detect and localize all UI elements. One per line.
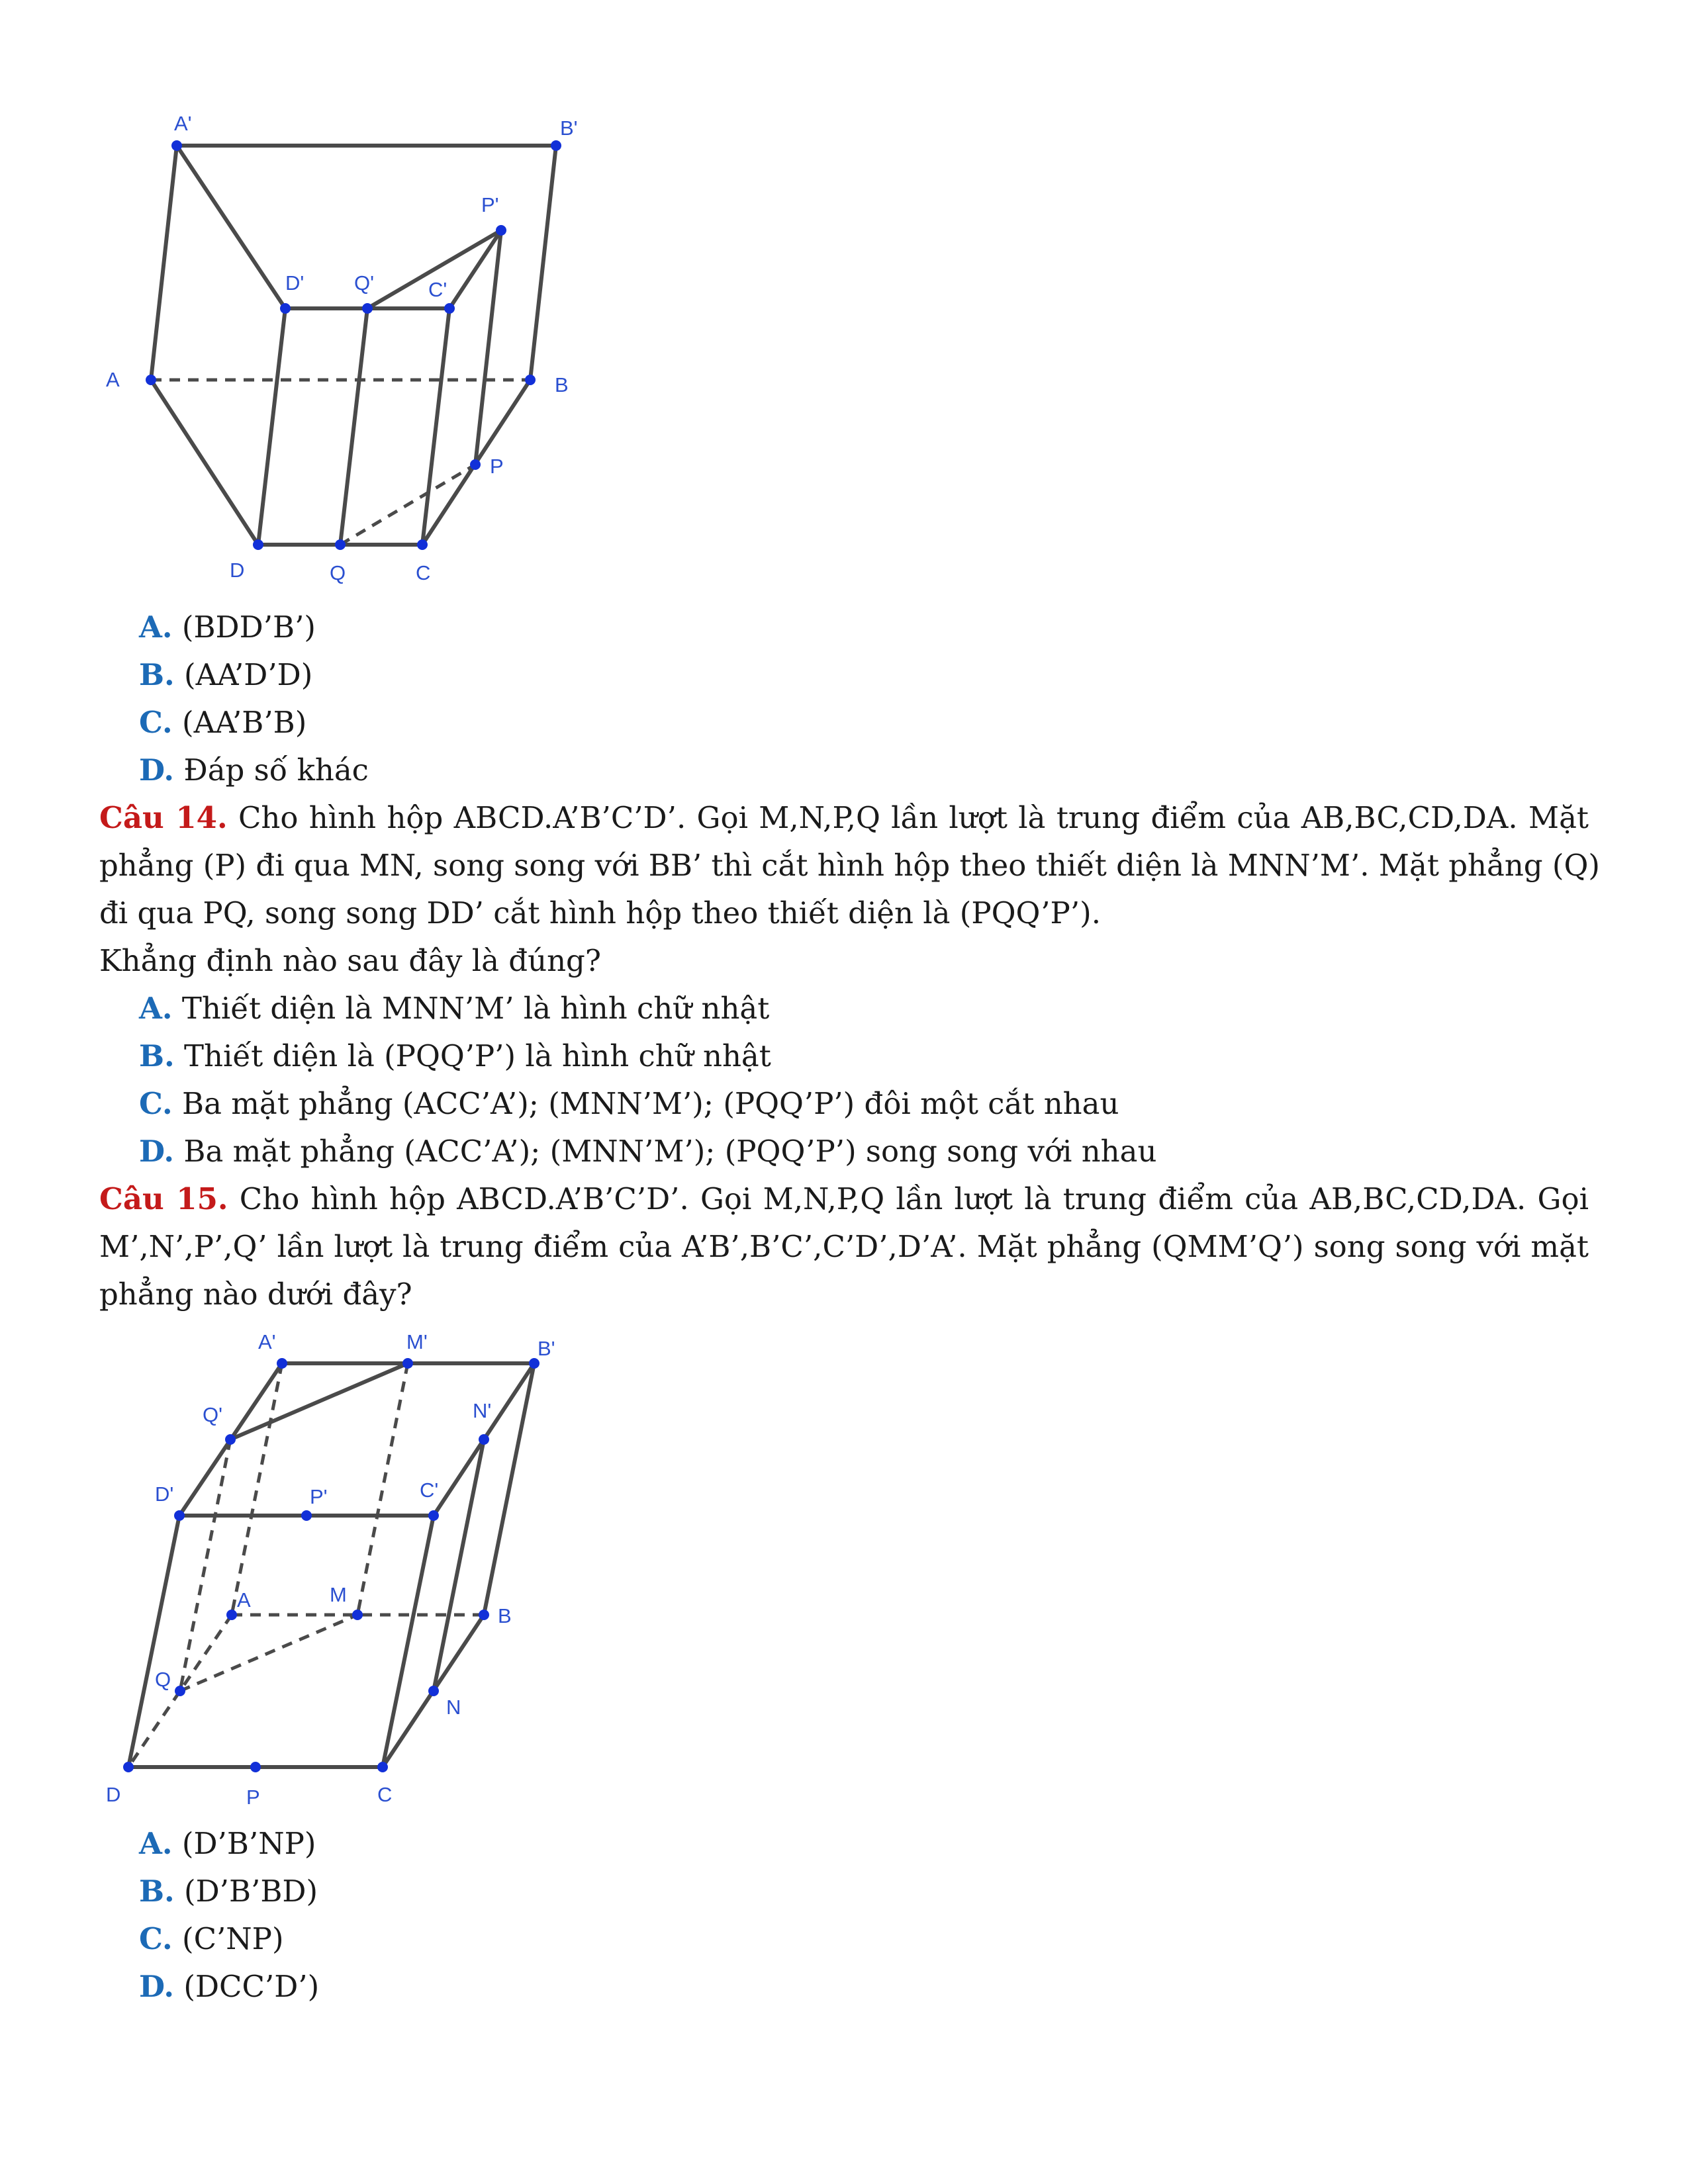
option-text: (DCC’D’)	[183, 1969, 320, 2004]
q14-line-4	[99, 942, 1589, 979]
q15-option-c	[139, 1921, 1628, 1958]
label-P: P	[490, 455, 504, 478]
q15-option-b	[139, 1873, 1628, 1910]
q15-text-1: Cho hình hộp ABCD.A’B’C’D’. Gọi M,N,P,Q lần lượt là trung điểm của AB,BC,CD,DA. Gọi	[239, 1181, 1589, 1216]
label-Q-prime: Q'	[354, 271, 375, 295]
label-B: B	[555, 373, 569, 396]
option-text: Ba mặt phẳng (ACC’A’); (MNN’M’); (PQQ’P’) song song với nhau	[183, 1134, 1157, 1169]
label-A: A	[106, 368, 120, 391]
option-text: (AA’D’D)	[184, 657, 313, 692]
label-B-prime: B'	[560, 116, 578, 140]
q15-line-3	[99, 1276, 1589, 1313]
label-C: C	[416, 561, 431, 584]
q14-number: Câu 14.	[99, 800, 228, 835]
q15-line-1	[99, 1181, 1589, 1218]
q14-line-2	[99, 847, 1600, 884]
option-label: C.	[139, 1921, 173, 1956]
label-N-prime: N'	[473, 1399, 492, 1422]
q15-option-a	[139, 1825, 1628, 1862]
option-text: Thiết diện là MNN’M’ là hình chữ nhật	[181, 991, 770, 1026]
label-P: P	[246, 1786, 260, 1809]
option-text: (D’B’NP)	[181, 1826, 316, 1861]
q15-number: Câu 15.	[99, 1181, 228, 1216]
q13-option-c	[139, 704, 1628, 741]
q14-line-1	[99, 799, 1589, 837]
q14-option-a	[139, 990, 1628, 1027]
option-label: B.	[139, 1874, 175, 1909]
q14-option-b	[139, 1038, 1628, 1075]
option-label: B.	[139, 1038, 175, 1073]
q13-option-d	[139, 752, 1628, 789]
label-C: C	[377, 1783, 393, 1806]
option-text: (D’B’BD)	[184, 1874, 318, 1909]
q14-text-2: phẳng (P) đi qua MN, song song với BB’ thì cắt hình hộp theo thiết diện là MNN’M’. Mặt phẳng (Q)	[99, 848, 1600, 883]
label-B-prime: B'	[538, 1337, 555, 1360]
q15-text-2: M’,N’,P’,Q’ lần lượt là trung điểm của A’B’,B’C’,C’D’,D’A’. Mặt phẳng (QMM’Q’) song song với mặt	[99, 1229, 1589, 1264]
label-M: M	[330, 1583, 347, 1606]
option-label: A.	[139, 991, 173, 1026]
label-A-prime: A'	[258, 1330, 276, 1353]
figure-2-edges	[128, 1363, 534, 1767]
option-text: Đáp số khác	[183, 752, 369, 788]
option-label: B.	[139, 657, 175, 692]
label-Q: Q	[155, 1668, 171, 1691]
label-D-prime: D'	[155, 1482, 174, 1506]
q13-option-a	[139, 609, 1628, 646]
label-A: A	[237, 1588, 251, 1612]
option-label: D.	[139, 752, 175, 788]
label-C-prime: C'	[420, 1479, 439, 1502]
q14-text-3: đi qua PQ, song song DD’ cắt hình hộp theo thiết diện là (PQQ’P’).	[99, 895, 1101, 931]
figure-1-prism	[93, 106, 596, 596]
label-N: N	[446, 1696, 461, 1719]
option-text: (AA’B’B)	[182, 705, 307, 740]
label-B: B	[498, 1604, 512, 1627]
q15-line-2	[99, 1228, 1589, 1265]
q14-line-3	[99, 895, 1589, 932]
label-D: D	[106, 1783, 121, 1806]
option-text: (BDD’B’)	[181, 610, 316, 645]
option-label: A.	[139, 1826, 173, 1861]
label-M-prime: M'	[406, 1330, 428, 1353]
option-label: C.	[139, 705, 173, 740]
q14-text-1: Cho hình hộp ABCD.A’B’C’D’. Gọi M,N,P,Q lần lượt là trung điểm của AB,BC,CD,DA. Mặt	[238, 800, 1589, 835]
label-C-prime: C'	[428, 278, 447, 301]
q14-option-c	[139, 1085, 1628, 1122]
label-P-prime: P'	[481, 193, 499, 216]
label-P-prime: P'	[310, 1485, 328, 1508]
label-A-prime: A'	[174, 112, 192, 135]
q14-option-d	[139, 1133, 1628, 1170]
figure-2-parallelepiped	[93, 1317, 596, 1820]
q15-option-d	[139, 1968, 1628, 2005]
figure-1-points	[146, 140, 561, 550]
label-D: D	[230, 559, 245, 582]
q13-option-b	[139, 657, 1628, 694]
label-Q-prime: Q'	[203, 1403, 223, 1426]
label-D-prime: D'	[285, 271, 305, 295]
option-label: A.	[139, 610, 173, 645]
option-text: (C’NP)	[182, 1921, 284, 1956]
label-Q: Q	[330, 561, 346, 584]
option-label: C.	[139, 1086, 173, 1121]
q15-text-3: phẳng nào dưới đây?	[99, 1277, 412, 1312]
option-text: Thiết diện là (PQQ’P’) là hình chữ nhật	[184, 1038, 771, 1073]
option-text: Ba mặt phẳng (ACC’A’); (MNN’M’); (PQQ’P’) đôi một cắt nhau	[182, 1086, 1119, 1121]
q14-text-4: Khẳng định nào sau đây là đúng?	[99, 943, 601, 978]
option-label: D.	[139, 1134, 175, 1169]
option-label: D.	[139, 1969, 175, 2004]
